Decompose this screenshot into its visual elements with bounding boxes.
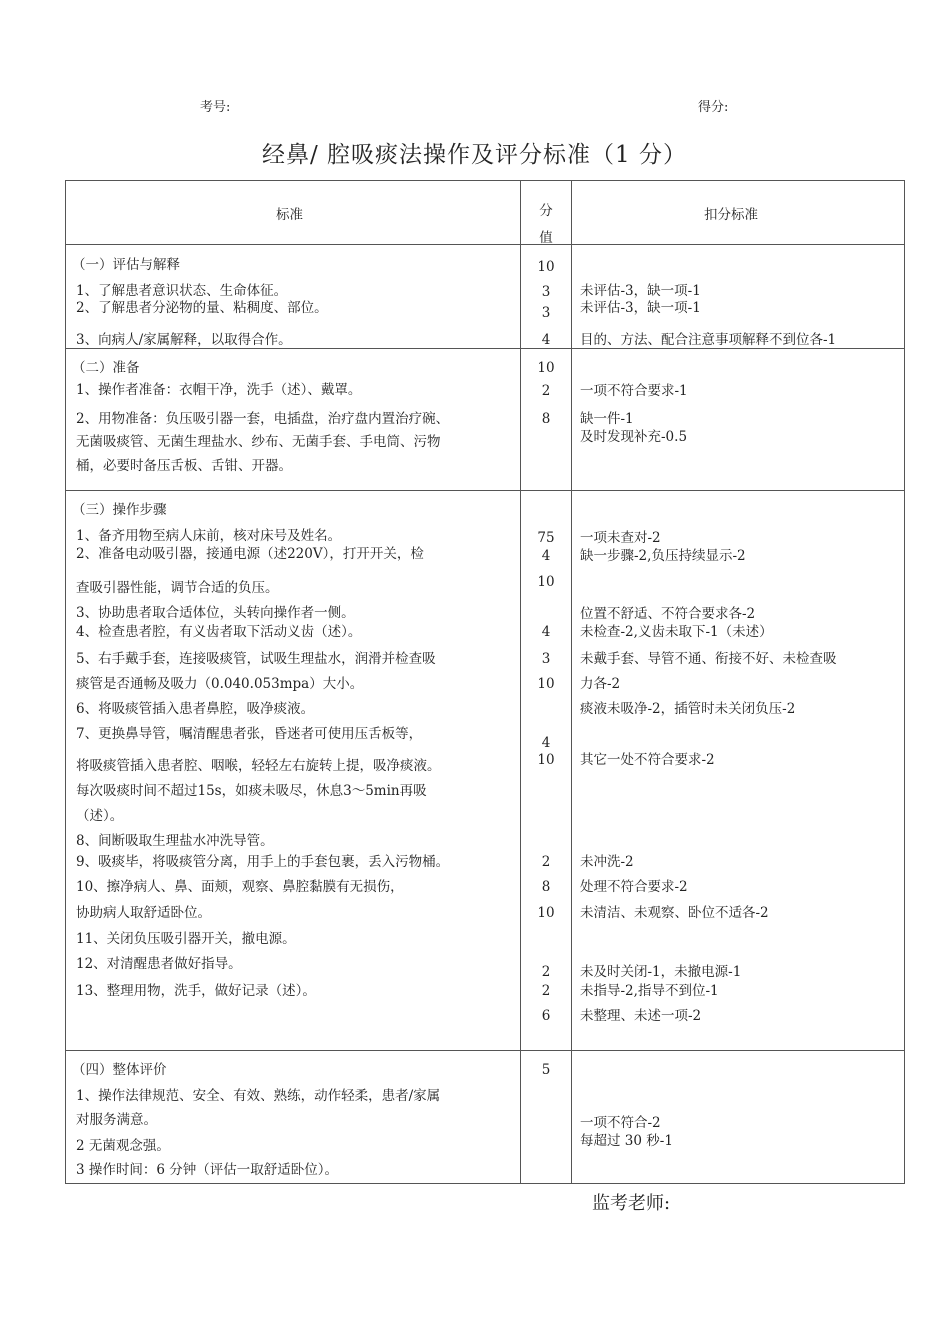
deduction-item: 处理不符合要求-2	[580, 879, 688, 895]
standard-item: （述）。	[76, 808, 124, 824]
standard-item: 痰管是否通畅及吸力（0.040.053mpa）大小。	[76, 676, 364, 692]
points-value: 10	[537, 752, 555, 768]
col-header-standard: 标准	[276, 207, 303, 223]
deduction-item: 未及时关闭-1，未撤电源-1	[580, 964, 742, 980]
points-value: 10	[537, 905, 555, 921]
standard-item: 4、检查患者腔，有义齿者取下活动义齿（述）。	[76, 624, 362, 640]
standard-item: 1、操作法律规范、安全、有效、熟练，动作轻柔，患者/家属	[76, 1088, 441, 1104]
points-value: 4	[541, 624, 551, 640]
deduction-item: 缺一件-1	[580, 411, 634, 427]
standard-item: 8、间断吸取生理盐水冲洗导管。	[76, 833, 274, 849]
points-value: 3	[541, 284, 551, 300]
col-header-deduction: 扣分标准	[704, 207, 758, 223]
standard-item: 6、将吸痰管插入患者鼻腔，吸净痰液。	[76, 701, 315, 717]
points-value: 4	[541, 548, 551, 564]
standard-item: 1、备齐用物至病人床前，核对床号及姓名。	[76, 528, 342, 544]
deduction-item: 未检查-2,义齿未取下-1（未述）	[580, 624, 773, 640]
standard-item: 12、对清醒患者做好指导。	[76, 956, 242, 972]
deduction-item: 力各-2	[580, 676, 621, 692]
points-value: 10	[537, 360, 555, 376]
standard-item: 3、协助患者取合适体位，头转向操作者一侧。	[76, 605, 355, 621]
deduction-item: 缺一步骤-2,负压持续显示-2	[580, 548, 746, 564]
deduction-item: 未冲洗-2	[580, 854, 634, 870]
deduction-item: 一项不符合-2	[580, 1115, 661, 1131]
standard-item: 1、操作者准备：衣帽干净，洗手（述）、戴罩。	[76, 382, 362, 398]
points-value: 2	[541, 983, 551, 999]
points-value: 10	[537, 574, 555, 590]
standard-item: 7、更换鼻导管，嘱清醒患者张，昏迷者可使用压舌板等，	[76, 726, 423, 742]
deduction-item: 痰液未吸净-2，插管时未关闭负压-2	[580, 701, 796, 717]
deduction-item: 其它一处不符合要求-2	[580, 752, 715, 768]
standard-item: 2 无菌观念强。	[76, 1138, 170, 1154]
standard-item: 2、准备电动吸引器，接通电源（述220V），打开开关，检	[76, 546, 424, 562]
points-value: 8	[541, 411, 551, 427]
points-value: 2	[541, 964, 551, 980]
standard-item: 无菌吸痰管、无菌生理盐水、纱布、无菌手套、手电筒、污物	[76, 434, 441, 450]
standard-item: 10、擦净病人、鼻、面颊，观察、鼻腔黏膜有无损伤，	[76, 879, 404, 895]
deduction-item: 一项不符合要求-1	[580, 383, 688, 399]
deduction-item: 未评估-3，缺一项-1	[580, 300, 701, 316]
standard-item: 3 操作时间：6 分钟（评估一取舒适卧位）。	[76, 1162, 339, 1178]
deduction-item: 及时发现补充-0.5	[580, 429, 688, 445]
page-title: 经鼻/ 腔吸痰法操作及评分标准（1 分）	[262, 142, 688, 168]
section-title: （一）评估与解释	[72, 257, 180, 273]
standard-item: 2、用物准备：负压吸引器一套，电插盘，治疗盘内置治疗碗、	[76, 411, 450, 427]
deduction-item: 未整理、未述一项-2	[580, 1008, 702, 1024]
standard-item: 对服务满意。	[76, 1112, 157, 1128]
deduction-item: 未清洁、未观察、卧位不适各-2	[580, 905, 769, 921]
exam-number-label: 考号:	[200, 100, 231, 115]
standard-item: 2、了解患者分泌物的量、粘稠度、部位。	[76, 300, 328, 316]
points-value: 3	[541, 651, 551, 667]
standard-item: 13、整理用物，洗手，做好记录（述）。	[76, 983, 316, 999]
deduction-item: 一项未查对-2	[580, 530, 661, 546]
deduction-item: 未评估-3，缺一项-1	[580, 283, 701, 299]
standard-item: 11、关闭负压吸引器开关，撤电源。	[76, 931, 296, 947]
points-value: 8	[541, 879, 551, 895]
points-value: 75	[537, 530, 555, 546]
standard-item: 桶，必要时备压舌板、舌钳、开器。	[76, 458, 292, 474]
section-title: （二）准备	[72, 360, 140, 376]
deduction-item: 每超过 30 秒-1	[580, 1133, 673, 1149]
points-value: 2	[541, 383, 551, 399]
points-value: 4	[541, 735, 551, 751]
standard-item: 将吸痰管插入患者腔、咽喉，轻轻左右旋转上提，吸净痰液。	[76, 758, 441, 774]
col-header-points-2: 值	[539, 230, 553, 246]
standard-item: 每次吸痰时间不超过15s，如痰未吸尽，休息3〜5min再吸	[76, 783, 427, 799]
points-value: 6	[541, 1008, 551, 1024]
section-title: （四）整体评价	[72, 1062, 167, 1078]
standard-item: 查吸引器性能，调节合适的负压。	[76, 580, 279, 596]
points-value: 5	[541, 1062, 551, 1078]
deduction-item: 位置不舒适、不符合要求各-2	[580, 606, 756, 622]
standard-item: 9、吸痰毕，将吸痰管分离，用手上的手套包裹，丢入污物桶。	[76, 854, 450, 870]
proctor-label: 监考老师:	[592, 1193, 671, 1214]
standard-item: 协助病人取舒适卧位。	[76, 905, 211, 921]
deduction-item: 未戴手套、导管不通、衔接不好、未检查吸	[580, 651, 837, 667]
points-value: 10	[537, 259, 555, 275]
points-value: 10	[537, 676, 555, 692]
points-value: 4	[541, 332, 551, 348]
score-label: 得分:	[698, 100, 729, 115]
col-header-points-1: 分	[539, 203, 553, 219]
standard-item: 1、了解患者意识状态、生命体征。	[76, 283, 288, 299]
deduction-item: 目的、方法、配合注意事项解释不到位各-1	[580, 332, 837, 348]
points-value: 2	[541, 854, 551, 870]
section-title: （三）操作步骤	[72, 502, 167, 518]
standard-item: 5、右手戴手套，连接吸痰管，试吸生理盐水，润滑并检查吸	[76, 651, 436, 667]
points-value: 3	[541, 305, 551, 321]
deduction-item: 未指导-2,指导不到位-1	[580, 983, 719, 999]
standard-item: 3、向病人/家属解释，以取得合作。	[76, 332, 292, 348]
